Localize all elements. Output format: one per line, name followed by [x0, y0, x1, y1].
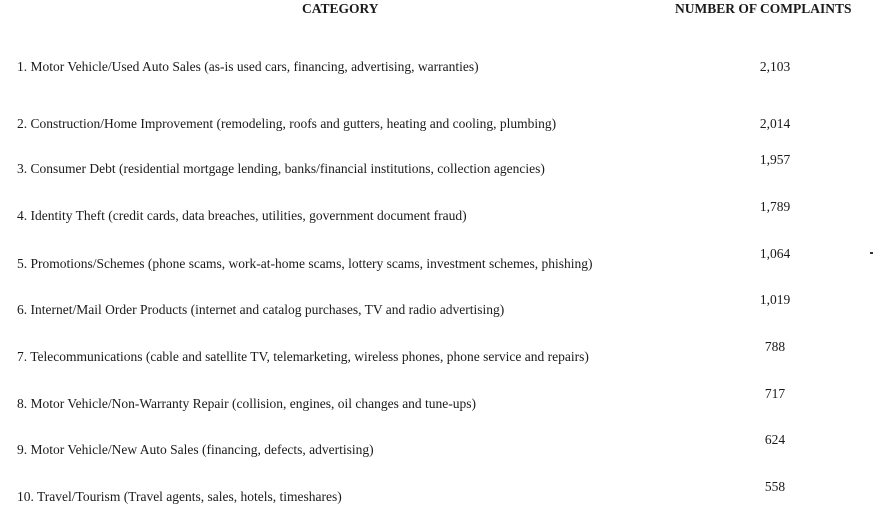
- row-3-category: 3. Consumer Debt (residential mortgage lending, banks/financial institutions, collection agencies): [17, 161, 545, 176]
- stray-mark: [870, 252, 873, 254]
- row-4-category: 4. Identity Theft (credit cards, data breaches, utilities, government document fraud): [17, 208, 467, 223]
- category-column-header: CATEGORY: [302, 1, 379, 16]
- row-10-category: 10. Travel/Tourism (Travel agents, sales, hotels, timeshares): [17, 489, 342, 504]
- count-column-header: NUMBER OF COMPLAINTS: [675, 1, 852, 16]
- row-2-category: 2. Construction/Home Improvement (remodeling, roofs and gutters, heating and cooling, plumbing): [17, 116, 557, 131]
- row-1-count: 2,103: [759, 59, 791, 74]
- row-6-count: 1,019: [759, 292, 791, 307]
- row-10-count: 558: [764, 479, 786, 494]
- row-4-count: 1,789: [759, 199, 791, 214]
- row-7-category: 7. Telecommunications (cable and satellite TV, telemarketing, wireless phones, phone service and repairs): [17, 349, 589, 364]
- row-9-category: 9. Motor Vehicle/New Auto Sales (financing, defects, advertising): [17, 442, 374, 457]
- row-8-category: 8. Motor Vehicle/Non-Warranty Repair (collision, engines, oil changes and tune-ups): [17, 396, 477, 411]
- row-9-count: 624: [764, 432, 786, 447]
- row-6-category: 6. Internet/Mail Order Products (internet and catalog purchases, TV and radio advertising): [17, 302, 505, 317]
- row-1-category: 1. Motor Vehicle/Used Auto Sales (as-is used cars, financing, advertising, warranties): [17, 59, 479, 74]
- row-3-count: 1,957: [759, 152, 791, 167]
- row-5-category: 5. Promotions/Schemes (phone scams, work-at-home scams, lottery scams, investment schemes, phishing): [17, 256, 593, 271]
- row-5-count: 1,064: [759, 246, 791, 261]
- row-8-count: 717: [764, 386, 786, 401]
- row-7-count: 788: [764, 339, 786, 354]
- row-2-count: 2,014: [759, 116, 791, 131]
